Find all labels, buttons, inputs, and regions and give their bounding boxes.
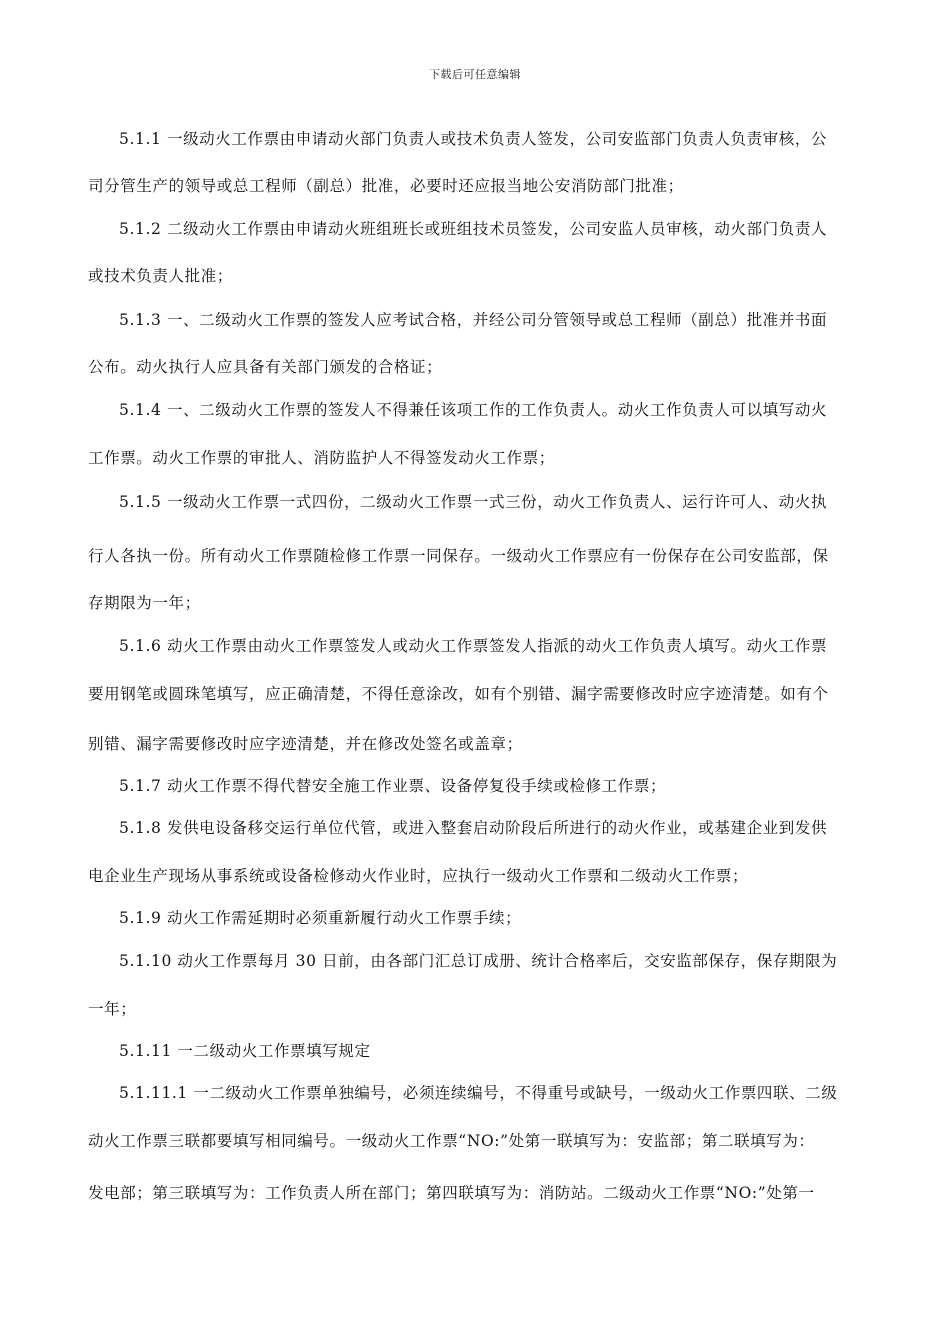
paragraph-line: 发电部；第三联填写为：工作负责人所在部门；第四联填写为：消防站。二级动火工作票“NO:”处第一 [88, 1184, 815, 1202]
paragraph-line: 5.1.11 一二级动火工作票填写规定 [119, 1042, 371, 1060]
paragraph-line: 5.1.5 一级动火工作票一式四份，二级动火工作票一式三份，动火工作负责人、运行许可人、动火执 [119, 493, 828, 511]
paragraph-line: 司分管生产的领导或总工程师（副总）批准，必要时还应报当地公安消防部门批准； [88, 177, 684, 195]
paragraph-line: 要用钢笔或圆珠笔填写，应正确清楚，不得任意涂改，如有个别错、漏字需要修改时应字迹清楚。如有个 [88, 685, 829, 703]
paragraph-line: 或技术负责人批准； [88, 267, 233, 285]
paragraph-line: 5.1.2 二级动火工作票由申请动火班组班长或班组技术员签发，公司安监人员审核，动火部门负责人 [119, 220, 828, 238]
paragraph-line: 工作票。动火工作票的审批人、消防监护人不得签发动火工作票； [88, 449, 555, 467]
paragraph-line: 5.1.10 动火工作票每月 30 日前，由各部门汇总订成册、统计合格率后，交安监部保存，保存期限为 [119, 952, 838, 970]
paragraph-line: 5.1.3 一、二级动火工作票的签发人应考试合格，并经公司分管领导或总工程师（副总）批准并书面 [119, 311, 828, 329]
paragraph-line: 行人各执一份。所有动火工作票随检修工作票一同保存。一级动火工作票应有一份保存在公司安监部，保 [88, 547, 829, 565]
page-header: 下载后可任意编辑 [429, 68, 521, 81]
paragraph-line: 5.1.11.1 一二级动火工作票单独编号，必须连续编号，不得重号或缺号，一级动火工作票四联、二级 [119, 1084, 838, 1102]
paragraph-line: 5.1.1 一级动火工作票由申请动火部门负责人或技术负责人签发，公司安监部门负责人负责审核，公 [119, 130, 828, 148]
paragraph-line: 公布。动火执行人应具备有关部门颁发的合格证； [88, 358, 443, 376]
paragraph-line: 5.1.7 动火工作票不得代替安全施工作业票、设备停复役手续或检修工作票； [119, 777, 667, 795]
paragraph-line: 5.1.4 一、二级动火工作票的签发人不得兼任该项工作的工作负责人。动火工作负责人可以填写动火 [119, 401, 828, 419]
paragraph-line: 5.1.8 发供电设备移交运行单位代管，或进入整套启动阶段后所进行的动火作业，或基建企业到发供 [119, 819, 828, 837]
paragraph-line: 电企业生产现场从事系统或设备检修动火作业时，应执行一级动火工作票和二级动火工作票； [88, 867, 749, 885]
paragraph-line: 5.1.9 动火工作需延期时必须重新履行动火工作票手续； [119, 909, 522, 927]
paragraph-line: 别错、漏字需要修改时应字迹清楚，并在修改处签名或盖章； [88, 735, 523, 753]
paragraph-line: 5.1.6 动火工作票由动火工作票签发人或动火工作票签发人指派的动火工作负责人填写。动火工作票 [119, 637, 828, 655]
paragraph-line: 一年； [88, 1000, 137, 1018]
paragraph-line: 存期限为一年； [88, 594, 201, 612]
paragraph-line: 动火工作票三联都要填写相同编号。一级动火工作票“NO:”处第一联填写为：安监部；第二联填写为： [88, 1132, 815, 1150]
